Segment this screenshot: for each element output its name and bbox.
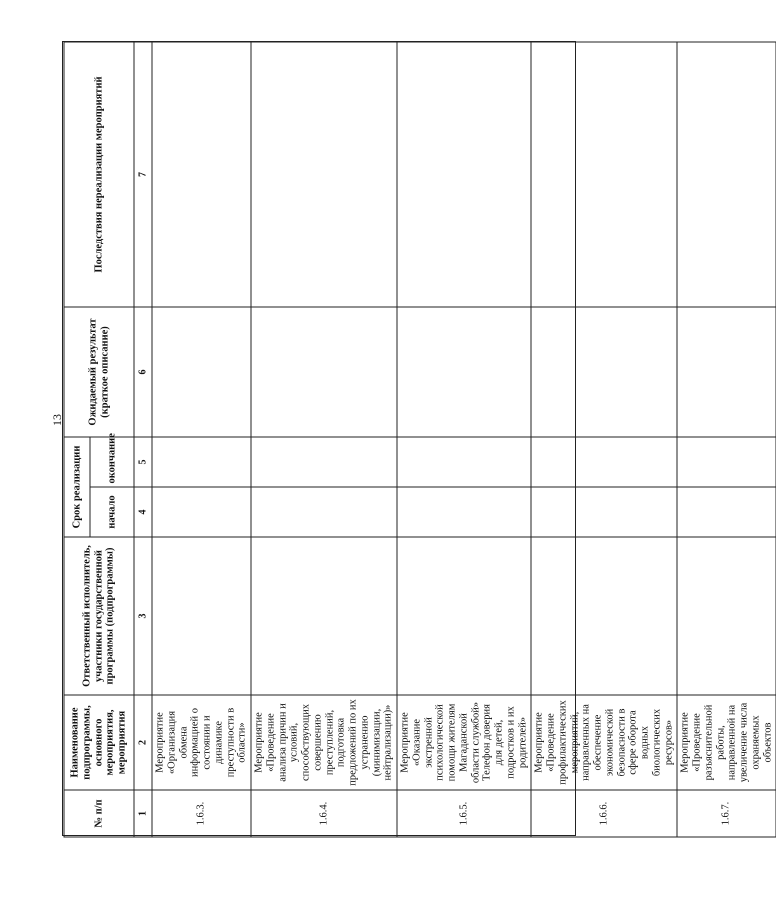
row-consequences [677,42,776,307]
row-num: 1.6.4. [251,790,397,837]
row-end [677,437,776,487]
row-executor [397,537,531,695]
column-number: 6 [134,307,152,437]
table-row [531,42,677,837]
row-num: 1.6.7. [677,790,776,837]
row-executor [152,537,251,695]
row-name: Мероприятие «Проведение анализа причин и условий, способствующих совершению преступлений, подготовка предложений по их устранению (минимизации, нейтрализации)» [251,695,397,790]
table-row [152,42,251,837]
row-executor [677,537,776,695]
row-name: Мероприятие «Проведение профилактических мероприятий, направленных на обеспечение экономической безопасности в сфере оборота водных биологических ресурсов» [531,695,677,790]
header-executor: Ответственный исполнитель, участники государственной программы (подпрограммы) [64,537,134,695]
column-number: 3 [134,537,152,695]
row-result [251,307,397,437]
measures-table [63,41,776,837]
table-row [397,42,531,837]
row-result [531,307,677,437]
header-num: № п/п [64,790,134,837]
row-start [677,487,776,537]
header-consequences: Последствия нереализации мероприятий [64,42,134,307]
row-result [397,307,531,437]
column-number: 1 [134,790,152,837]
column-number: 7 [134,42,152,307]
column-number-row [134,42,152,837]
header-row-1 [64,42,90,837]
row-executor [531,537,677,695]
row-name: Мероприятие «Оказание экстренной психологической помощи жителям Магаданской области службой» Телефон доверия для детей, подростков и их родителей» [397,695,531,790]
row-end [397,437,531,487]
row-consequences [531,42,677,307]
row-num: 1.6.6. [531,790,677,837]
header-result: Ожидаемый результат (краткое описание) [64,307,134,437]
table-row [677,42,776,837]
row-start [531,487,677,537]
column-number: 4 [134,487,152,537]
header-start: начало [90,487,134,537]
row-result [152,307,251,437]
header-end: окончание [90,437,134,487]
row-start [251,487,397,537]
row-num: 1.6.5. [397,790,531,837]
row-consequences [152,42,251,307]
row-result [677,307,776,437]
row-num: 1.6.3. [152,790,251,837]
row-end [531,437,677,487]
rotated-table-frame [63,42,773,837]
row-consequences [251,42,397,307]
row-executor [251,537,397,695]
column-number: 2 [134,695,152,790]
row-end [251,437,397,487]
row-consequences [397,42,531,307]
column-number: 5 [134,437,152,487]
row-end [152,437,251,487]
header-name: Наименование подпрограммы, основного мероприятия, мероприятия [64,695,134,790]
page-number: 13 [50,414,64,426]
row-name: Мероприятие «Организация обмена информацией о состоянии и динамике преступности в области» [152,695,251,790]
program-table [62,41,773,836]
row-name: Мероприятие «Проведение разъяснительной работы, направленной на увеличение числа охраняемых объектов [677,695,776,790]
table-row [251,42,397,837]
row-start [397,487,531,537]
row-start [152,487,251,537]
header-period: Срок реализации [64,437,90,537]
